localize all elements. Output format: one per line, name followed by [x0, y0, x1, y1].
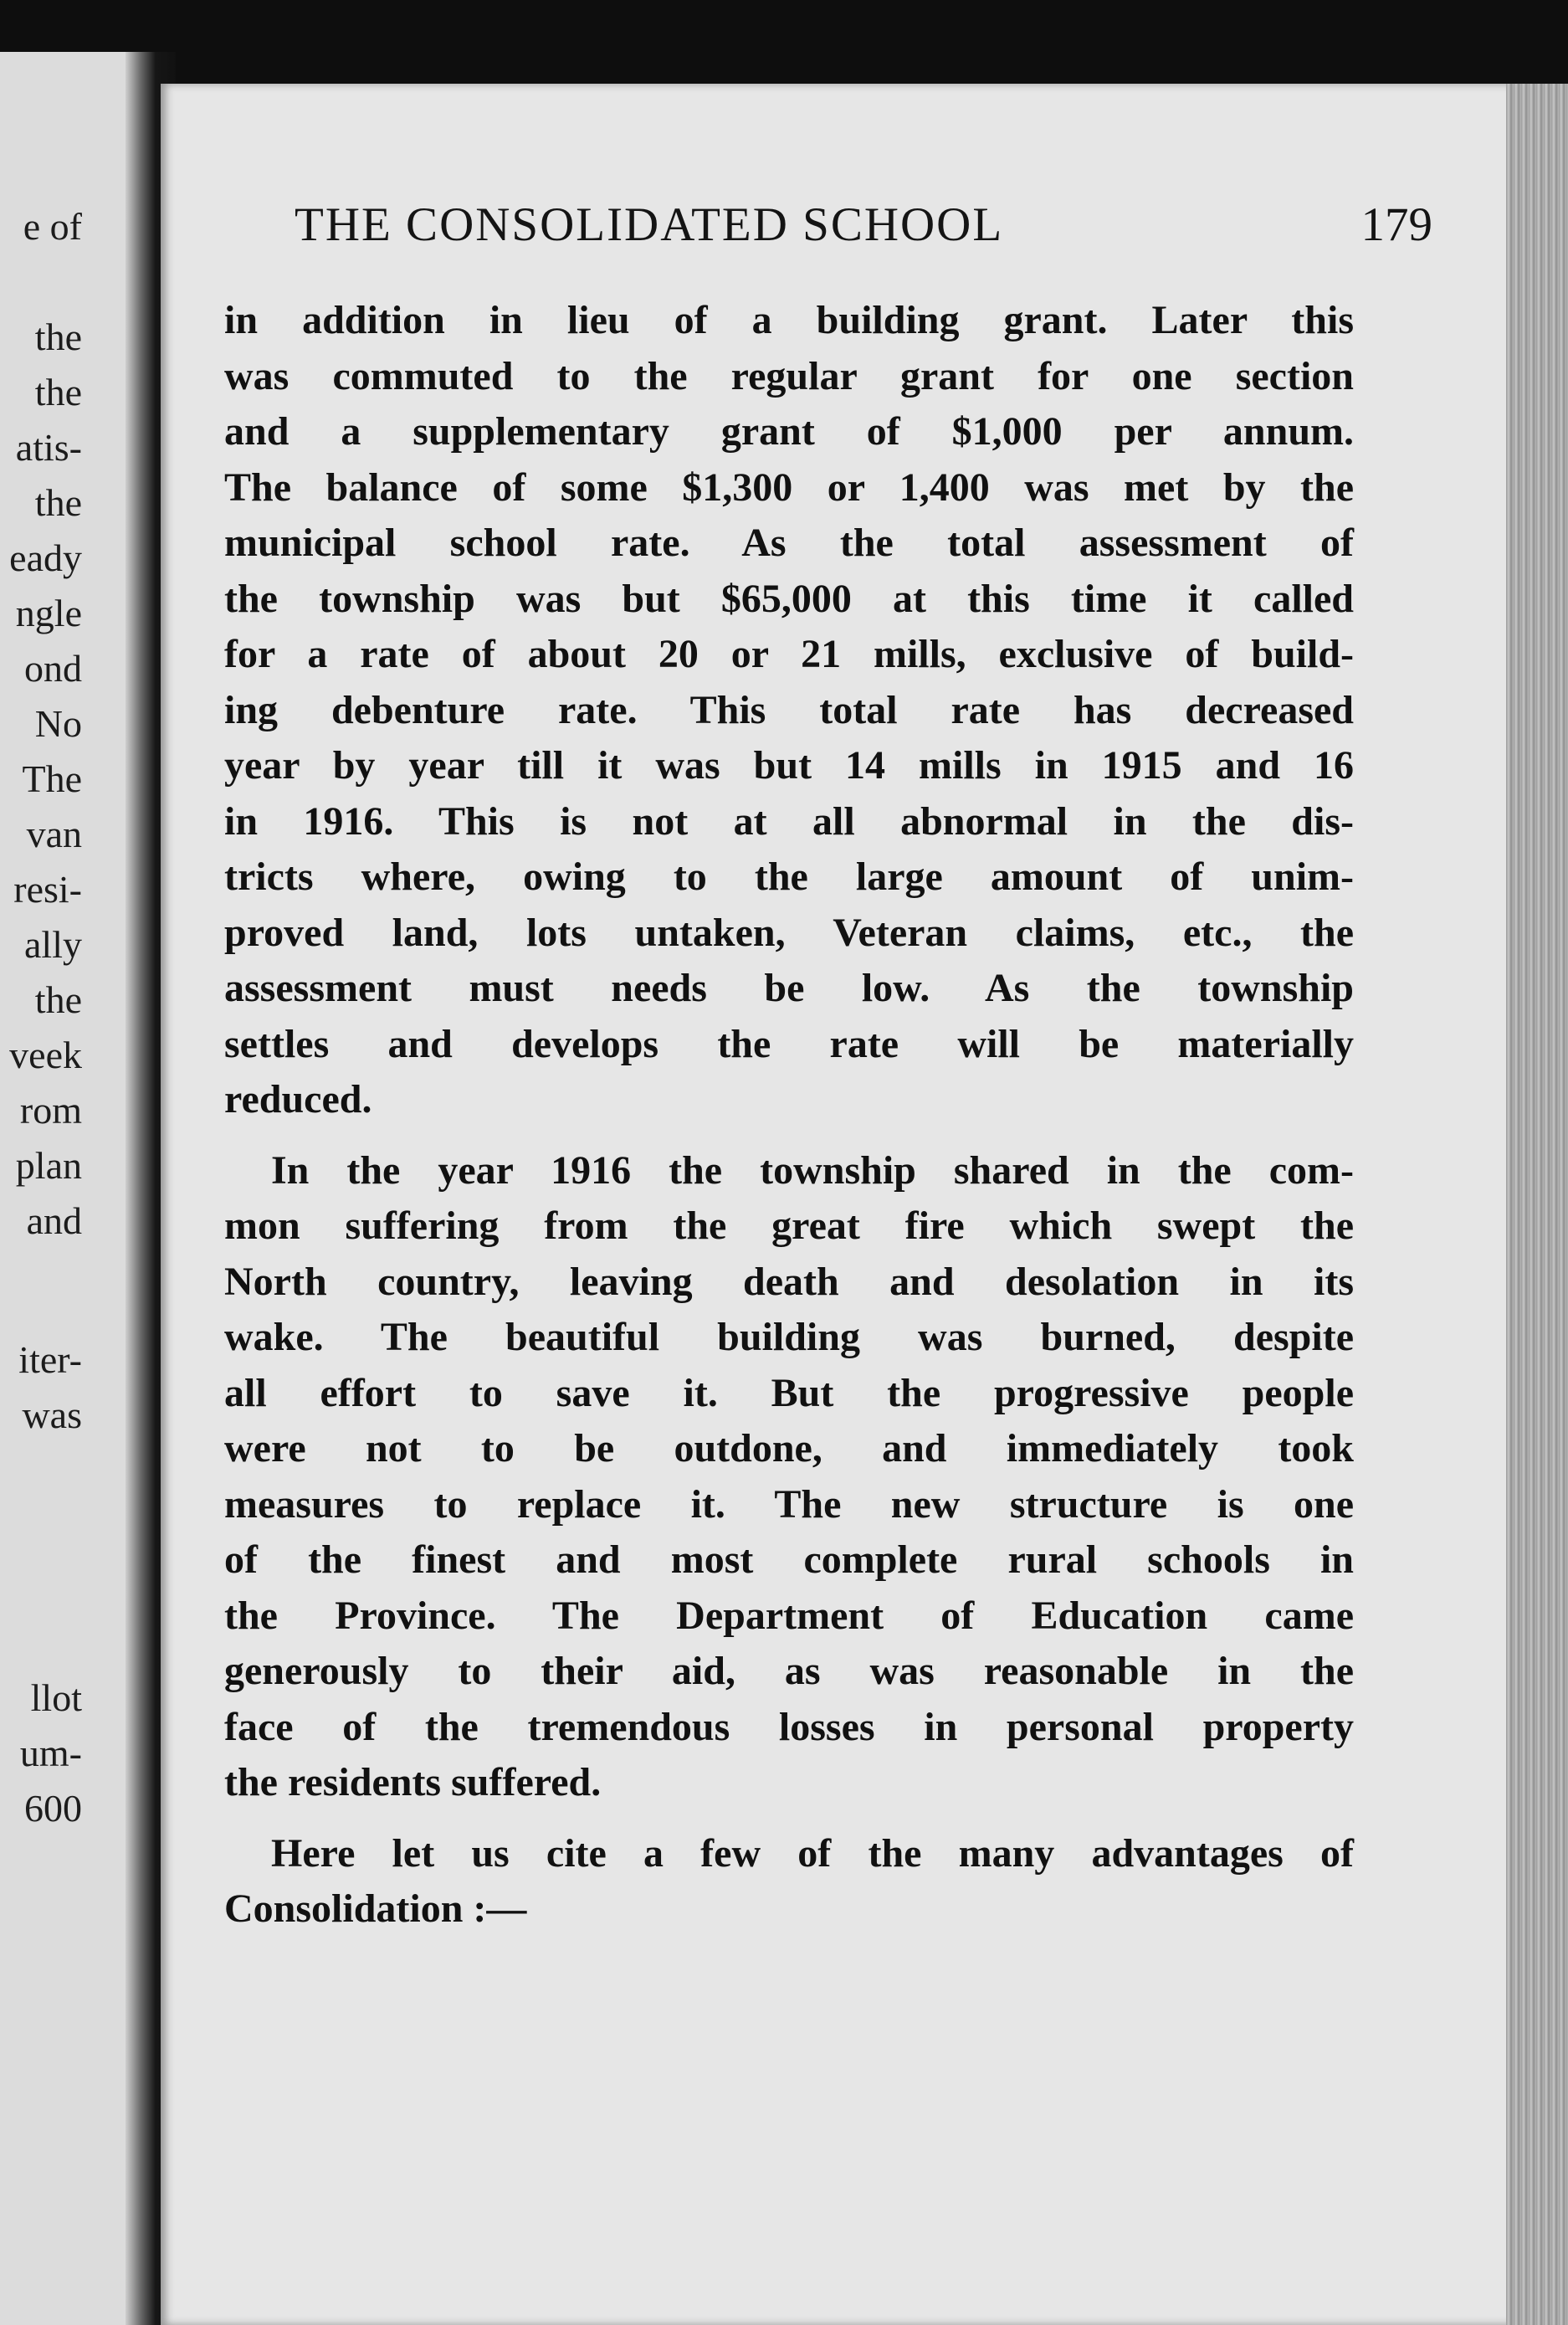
facing-page-fragment: ngle [15, 592, 82, 634]
text-line: the Province. The Department of Education came [224, 1593, 1354, 1638]
text-line: The balance of some $1,300 or 1,400 was met by the [224, 464, 1354, 510]
text-line: Here let us cite a few of the many advantages of [271, 1830, 1354, 1876]
facing-page-fragment: ally [24, 923, 82, 966]
text-line: the township was but $65,000 at this time it called [224, 576, 1354, 621]
facing-page-fragment: The [22, 757, 82, 800]
text-line: generously to their aid, as was reasonable in the [224, 1649, 1354, 1693]
text-line: for a rate of about 20 or 21 mills, exclusive of build- [224, 632, 1354, 676]
text-line: mon suffering from the great fire which swept the [224, 1204, 1354, 1248]
facing-page-fragment: the [34, 371, 82, 413]
text-line: settles and develops the rate will be materially [224, 1021, 1354, 1066]
facing-page-fragment: No [34, 702, 82, 745]
text-line: face of the tremendous losses in personal property [224, 1704, 1354, 1749]
text-line: municipal school rate. As the total assessment of [224, 521, 1354, 565]
text-line: wake. The beautiful building was burned, despite [224, 1315, 1354, 1359]
text-line: Consolidation :— [224, 1886, 527, 1931]
page-edge-right [1506, 84, 1568, 2325]
facing-page-fragment: ond [24, 647, 82, 690]
text-line: in 1916. This is not at all abnormal in the dis- [224, 798, 1354, 844]
facing-page-fragment: resi- [13, 868, 82, 911]
page-number: 179 [1360, 198, 1432, 251]
text-line: assessment must needs be low. As the township [224, 966, 1354, 1010]
facing-page-fragment: van [26, 813, 82, 855]
text-line: of the finest and most complete rural schools in [224, 1537, 1354, 1582]
facing-page-fragment: the [34, 316, 82, 358]
body-text [224, 293, 1354, 1953]
text-line: were not to be outdone, and immediately took [224, 1426, 1354, 1470]
text-line: North country, leaving death and desolation in its [224, 1259, 1354, 1304]
paragraph [224, 293, 1354, 1128]
facing-page-fragment: veek [9, 1034, 82, 1076]
text-line: tricts where, owing to the large amount of unim- [224, 855, 1354, 899]
text-line: in addition in lieu of a building grant. Later this [224, 298, 1354, 342]
text-line: and a supplementary grant of $1,000 per annum. [224, 409, 1354, 454]
text-line: year by year till it was but 14 mills in 1915 and 16 [224, 743, 1354, 788]
facing-page-fragment: was [22, 1393, 82, 1436]
facing-page-fragment: rom [19, 1089, 82, 1132]
facing-page-fragment: eady [9, 536, 82, 579]
text-line: the residents suffered. [224, 1760, 602, 1804]
text-line: In the year 1916 the township shared in the com- [271, 1147, 1354, 1193]
running-head [295, 198, 1432, 301]
running-title: THE CONSOLIDATED SCHOOL [295, 198, 1004, 251]
text-line: ing debenture rate. This total rate has decreased [224, 687, 1354, 732]
facing-page-fragment: um- [19, 1732, 82, 1774]
facing-page-fragment: plan [15, 1144, 82, 1187]
facing-page-left [0, 52, 141, 2325]
facing-page-fragment: 600 [24, 1787, 82, 1830]
facing-page-fragment: and [26, 1199, 82, 1242]
book-page [161, 84, 1516, 2325]
text-line: measures to replace it. The new structure is one [224, 1481, 1354, 1527]
paragraph [224, 1143, 1354, 1811]
text-line: reduced. [224, 1077, 372, 1121]
paragraph [224, 1826, 1354, 1938]
facing-page-text-fragments [0, 52, 141, 2325]
text-line: proved land, lots untaken, Veteran claims, etc., the [224, 910, 1354, 955]
text-line: all effort to save it. But the progressive people [224, 1370, 1354, 1415]
text-line: was commuted to the regular grant for one section [224, 353, 1354, 398]
facing-page-fragment: the [34, 481, 82, 524]
facing-page-fragment: iter- [18, 1338, 82, 1381]
facing-page-fragment: atis- [15, 426, 82, 469]
facing-page-fragment: the [34, 978, 82, 1021]
facing-page-fragment: e of [23, 205, 82, 248]
facing-page-fragment: llot [30, 1676, 82, 1719]
